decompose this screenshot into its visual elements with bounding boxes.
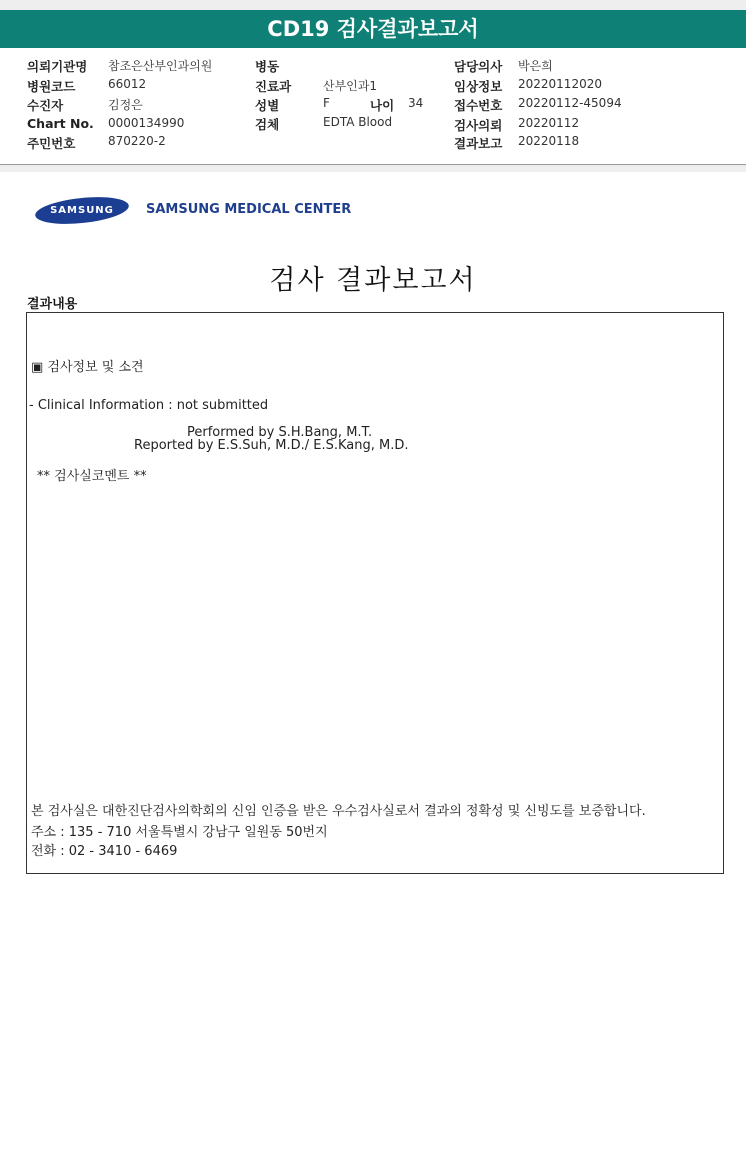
result-section-label: 결과내용: [27, 297, 78, 312]
department-label: 진료과: [255, 79, 292, 94]
hospital-code-label: 병원코드: [27, 79, 76, 94]
institution-label: 의뢰기관명: [27, 59, 88, 74]
exam-info-heading: ▣ 검사정보 및 소견: [31, 360, 144, 375]
department-value: 산부인과1: [323, 79, 378, 93]
report-date-label: 결과보고: [454, 136, 503, 151]
lab-address: 주소 : 135 - 710 서울특별시 강남구 일원동 50번지: [31, 825, 328, 840]
report-date-value: 20220118: [518, 134, 580, 148]
report-title-bar: CD19 검사결과보고서: [0, 10, 746, 48]
institution-value: 참조은산부인과의원: [108, 59, 213, 73]
clinical-info-label: 임상정보: [454, 79, 503, 94]
resident-no-label: 주민번호: [27, 136, 76, 151]
examinee-value: 김정은: [108, 98, 143, 112]
receipt-no-label: 접수번호: [454, 98, 503, 113]
hospital-code-value: 66012: [108, 77, 147, 91]
examinee-label: 수진자: [27, 98, 64, 113]
performed-by: Performed by S.H.Bang, M.T.: [187, 425, 373, 440]
age-label: 나이: [370, 98, 395, 113]
samsung-logo-wordmark: SAMSUNG: [50, 205, 114, 216]
document-title: 검사 결과보고서: [269, 265, 477, 296]
top-strip: [0, 0, 746, 10]
clinical-info-value: 20220112020: [518, 77, 602, 91]
medical-center-name: SAMSUNG MEDICAL CENTER: [146, 202, 352, 217]
ward-label: 병동: [255, 59, 280, 74]
lab-comment-heading: ** 검사실코멘트 **: [37, 469, 147, 484]
certification-statement: 본 검사실은 대한진단검사의학회의 신임 인증을 받은 우수검사실로서 결과의 정확성 및 신빙도를 보증합니다.: [31, 804, 646, 819]
receipt-no-value: 20220112-45094: [518, 96, 622, 110]
age-value: 34: [408, 96, 424, 110]
physician-label: 담당의사: [454, 59, 503, 74]
specimen-value: EDTA Blood: [323, 115, 393, 129]
physician-value: 박은희: [518, 59, 553, 73]
request-date-value: 20220112: [518, 116, 580, 130]
lab-phone: 전화 : 02 - 3410 - 6469: [31, 844, 178, 859]
specimen-label: 검체: [255, 117, 280, 132]
request-date-label: 검사의뢰: [454, 118, 503, 133]
clinical-information: - Clinical Information : not submitted: [29, 398, 269, 413]
chart-no-value: 0000134990: [108, 116, 185, 130]
resident-no-value: 870220-2: [108, 134, 166, 148]
sex-label: 성별: [255, 98, 280, 113]
sex-value: F: [323, 96, 330, 110]
panel-divider: [0, 165, 746, 172]
patient-info-panel: [0, 48, 746, 165]
chart-no-label: Chart No.: [27, 116, 94, 131]
result-content-box: [26, 312, 724, 874]
reported-by: Reported by E.S.Suh, M.D./ E.S.Kang, M.D.: [134, 438, 409, 453]
